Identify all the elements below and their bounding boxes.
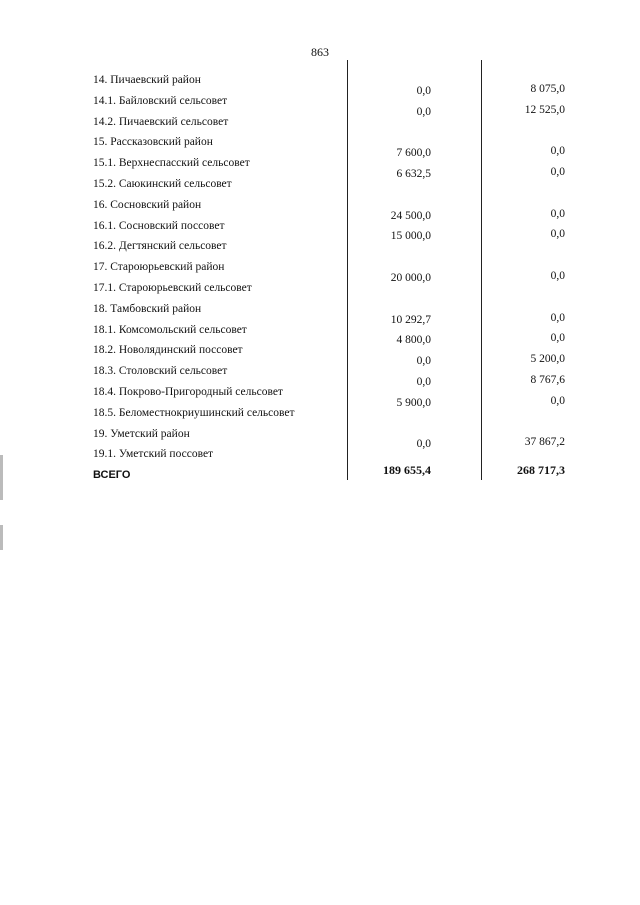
table-row	[93, 353, 593, 378]
table-row	[93, 420, 593, 440]
row-label: 18.1. Комсомольский сельсовет	[93, 323, 247, 336]
row-label: 14.1. Байловский сельсовет	[93, 94, 228, 107]
table-row	[93, 228, 593, 253]
row-label: 15.2. Саюкинский сельсовет	[93, 178, 232, 190]
row-label: 18.3. Столовский сельсовет	[93, 365, 228, 378]
row-value-col1: 7 600,0	[396, 147, 431, 160]
row-label: 15. Рассказовский район	[93, 136, 213, 149]
table-row	[93, 270, 593, 294]
total-label: ВСЕГО	[93, 469, 131, 482]
row-value-col1: 4 800,0	[396, 334, 431, 347]
row-value-col1: 0,0	[416, 84, 431, 97]
row-label: 16.2. Дегтянский сельсовет	[93, 240, 227, 253]
table-row	[93, 191, 593, 211]
total-row	[93, 461, 593, 481]
row-value-col2: 0,0	[550, 311, 565, 324]
row-value-col2: 0,0	[550, 228, 565, 241]
total-value-c2: 268 717,3	[517, 463, 565, 478]
row-value-col2: 37 867,2	[524, 436, 565, 449]
row-label: 14.2. Пичаевский сельсовет	[93, 115, 229, 128]
row-value-col2: 5 200,0	[530, 353, 565, 366]
table-row	[93, 394, 593, 419]
table-row	[93, 145, 593, 170]
row-value-col2: 8 075,0	[530, 82, 565, 95]
table-row	[93, 295, 593, 315]
table-row	[93, 332, 593, 357]
row-value-col2: 0,0	[550, 207, 565, 220]
row-value-col2: 0,0	[550, 332, 565, 345]
row-value-col2: 0,0	[550, 394, 565, 407]
row-label: 19. Уметский район	[93, 427, 190, 440]
row-label: 18.4. Покрово-Пригородный сельсовет	[93, 386, 283, 398]
row-label: 17. Староюрьевский район	[93, 261, 225, 274]
row-value-col1: 0,0	[416, 438, 431, 451]
row-value-col1: 6 632,5	[396, 168, 431, 180]
row-value-col2: 0,0	[550, 166, 565, 178]
table-row	[93, 436, 593, 461]
row-value-col1: 10 292,7	[390, 313, 431, 326]
row-value-col2: 0,0	[550, 270, 565, 282]
row-label: 14. Пичаевский район	[93, 74, 201, 86]
row-label: 18. Тамбовский район	[93, 302, 202, 315]
row-value-col1: 24 500,0	[390, 209, 431, 222]
table-row	[93, 311, 593, 336]
total-value-c1: 189 655,4	[383, 463, 431, 478]
row-value-col1: 5 900,0	[396, 396, 431, 409]
scan-margin-mark	[0, 455, 3, 500]
row-label: 16. Сосновский район	[93, 198, 202, 211]
page-number: 863	[311, 45, 329, 59]
table-row	[93, 253, 593, 273]
row-value-col1: 0,0	[416, 355, 431, 368]
table-row	[93, 103, 593, 128]
row-value-col1: 0,0	[416, 376, 431, 388]
row-value-col1: 0,0	[416, 105, 431, 118]
row-label: 18.5. Беломестнокриушинский сельсовет	[93, 406, 295, 419]
table-row	[93, 207, 593, 232]
table-row	[93, 166, 593, 190]
row-value-col1: 20 000,0	[390, 272, 431, 284]
row-value-col2: 12 525,0	[524, 103, 565, 116]
table-row	[93, 66, 593, 86]
row-value-col2: 0,0	[550, 145, 565, 158]
table-row	[93, 128, 593, 148]
scan-margin-mark	[0, 525, 3, 550]
row-label: 19.1. Уметский поссовет	[93, 448, 214, 461]
row-label: 16.1. Сосновский поссовет	[93, 219, 225, 232]
row-value-col2: 8 767,6	[530, 374, 565, 386]
table-row	[93, 374, 593, 398]
row-label: 18.2. Новолядинский поссовет	[93, 344, 243, 357]
table-row	[93, 82, 593, 107]
row-label: 17.1. Староюрьевский сельсовет	[93, 282, 252, 294]
row-label: 15.1. Верхнеспасский сельсовет	[93, 157, 250, 170]
row-value-col1: 15 000,0	[390, 230, 431, 243]
